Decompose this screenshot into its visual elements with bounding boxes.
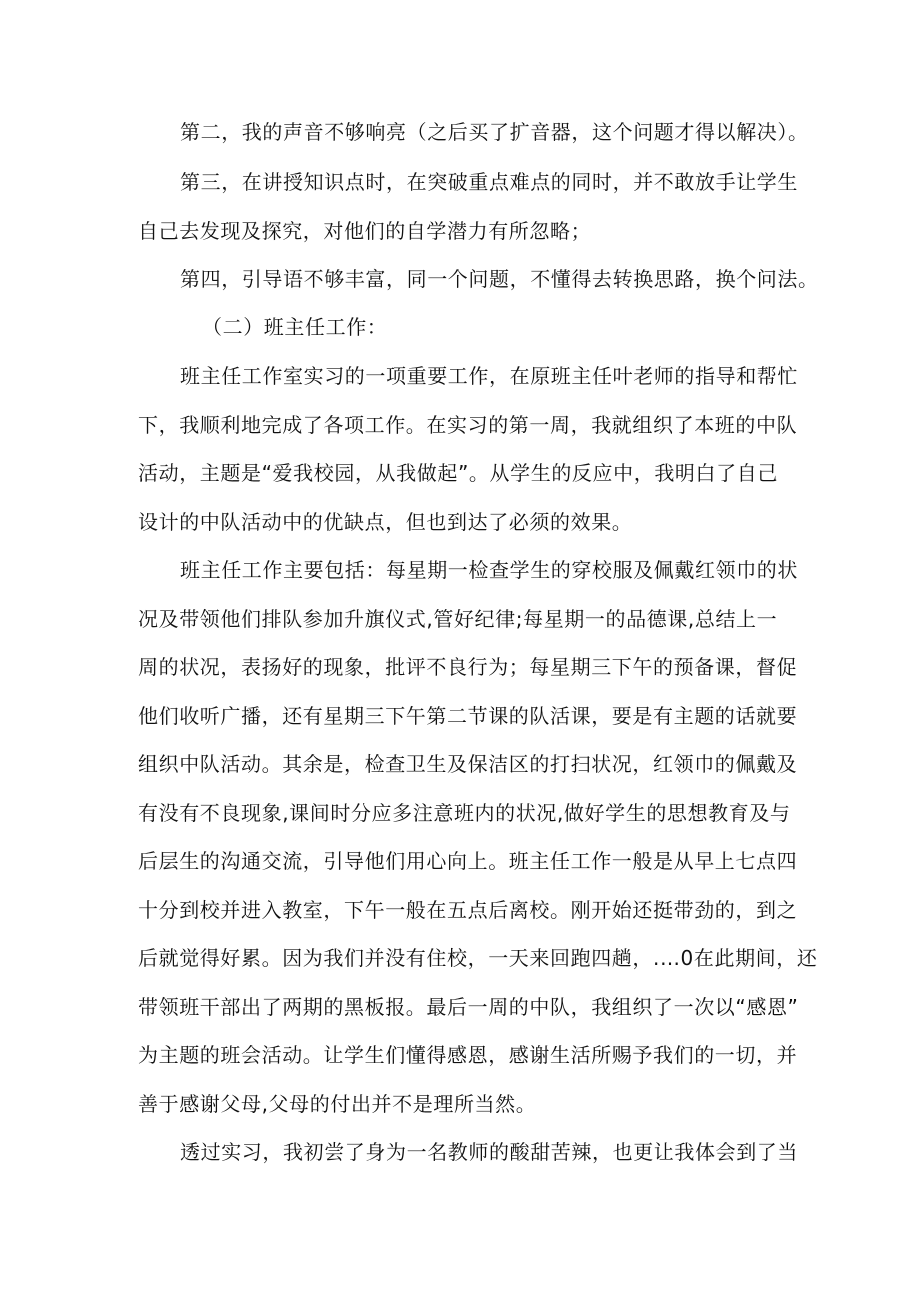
paragraph-line: 为主题的班会活动。让学生们懂得感恩，感谢生活所赐予我们的一切，并 [138,1043,798,1067]
paragraph-line: 下，我顺利地完成了各项工作。在实习的第一周，我就组织了本班的中队 [138,413,798,437]
paragraph-line: 十分到校并进入教室，下午一般在五点后离校。刚开始还挺带劲的，到之 [138,898,798,922]
paragraph-line: 后层生的沟通交流，引导他们用心向上。班主任工作一般是从早上七点四 [138,849,798,873]
paragraph-line: 他们收听广播，还有星期三下午第二节课的队活课，要是有主题的话就要 [138,704,798,728]
paragraph-line: 活动，主题是“爱我校园，从我做起”。从学生的反应中，我明白了自己 [138,461,778,485]
paragraph-line: 自己去发现及探究，对他们的自学潜力有所忽略； [138,219,592,243]
paragraph-line: 设计的中队活动中的优缺点，但也到达了必须的效果。 [138,510,633,534]
paragraph-line: 有没有不良现象,课间时分应多注意班内的状况,做好学生的思想教育及与 [138,801,791,825]
paragraph-line: 善于感谢父母,父母的付出并不是理所当然。 [138,1092,537,1116]
paragraph-line: 第三，在讲授知识点时，在突破重点难点的同时，并不敢放手让学生 [180,170,798,194]
paragraph-line: 第二，我的声音不够响亮（之后买了扩音器，这个问题才得以解决）。 [180,120,809,144]
paragraph-line: 第四，引导语不够丰富，同一个问题，不懂得去转换思路，换个问法。 [180,267,819,291]
paragraph-line: 况及带领他们排队参加升旗仪式,管好纪律;每星期一的品德课,总结上一 [138,607,778,631]
paragraph-line: 周的状况，表扬好的现象，批评不良行为；每星期三下午的预备课，督促 [138,655,798,679]
paragraph-line: 班主任工作主要包括：每星期一检查学生的穿校服及佩戴红领巾的状 [180,558,798,582]
paragraph-line: 后就觉得好累。因为我们并没有住校，一天来回跑四趟，.…0在此期间，还 [138,946,818,970]
paragraph-line: 组织中队活动。其余是，检查卫生及保洁区的打扫状况，红领巾的佩戴及 [138,752,798,776]
paragraph-line: 透过实习，我初尝了身为一名教师的酸甜苦辣，也更让我体会到了当 [180,1140,798,1164]
section-heading: （二）班主任工作： [202,315,388,339]
paragraph-line: 班主任工作室实习的一项重要工作，在原班主任叶老师的指导和帮忙 [180,364,798,388]
paragraph-line: 带领班干部出了两期的黑板报。最后一周的中队，我组织了一次以“感恩” [138,995,799,1019]
